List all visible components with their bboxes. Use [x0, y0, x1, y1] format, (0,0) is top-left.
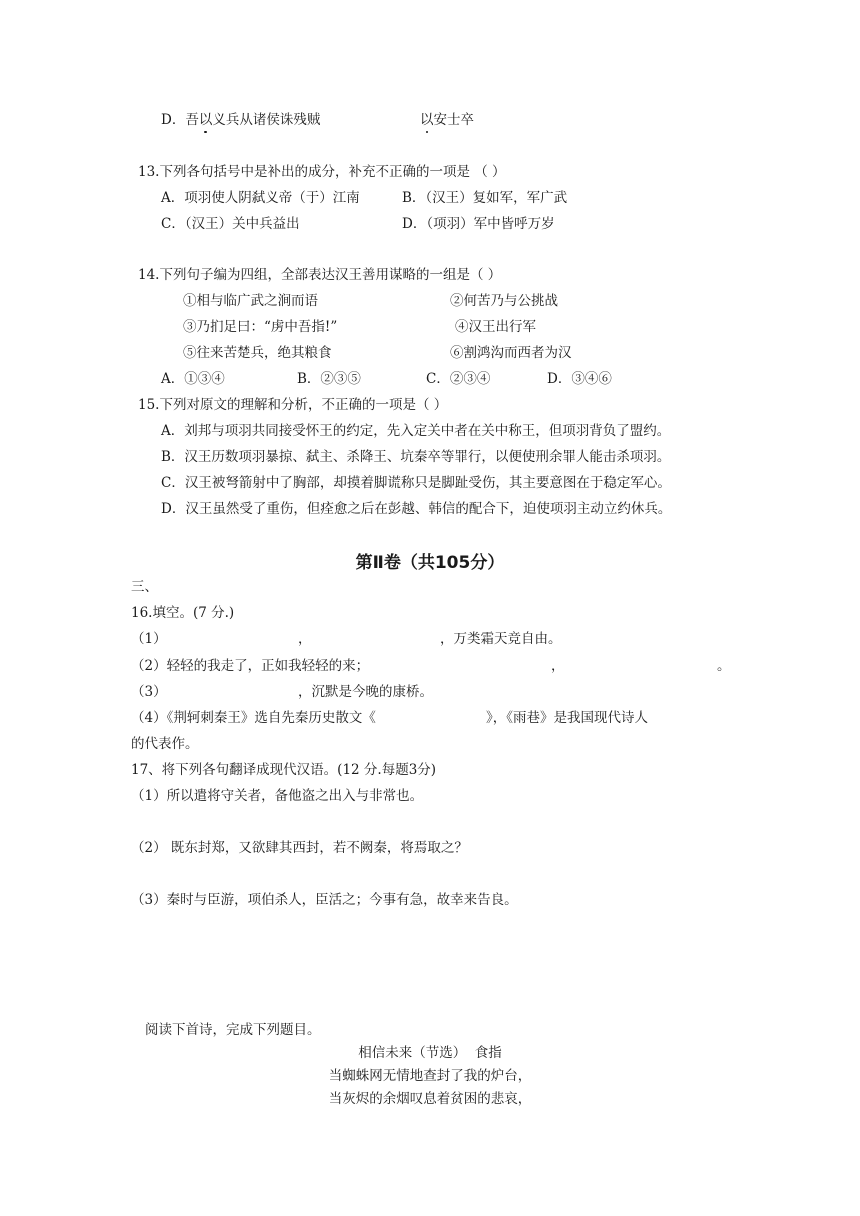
- q15-option-c: C．汉王被弩箭射中了胸部，却摸着脚谎称只是脚趾受伤，其主要意图在于稳定军心。: [161, 475, 671, 491]
- q12-option-d: [161, 110, 320, 130]
- q14-option-b: B．②③⑤: [297, 371, 361, 387]
- section-number: 三、: [131, 579, 158, 595]
- q14-option-d: D．③④⑥: [547, 371, 612, 387]
- q16-line-1-comma: ，: [298, 631, 312, 647]
- q16-line-2-end: 。: [717, 658, 731, 674]
- q12-d-text-c: 安士卒: [433, 112, 474, 128]
- q15-stem: 15.下列对原文的理解和分析，不正确的一项是（ ）: [138, 397, 448, 413]
- q16-line-4-middle: 》，《雨巷》是我国现代诗人: [486, 710, 648, 726]
- q14-option-c: C．②③④: [426, 371, 491, 387]
- q14-sentence-4: ④汉王出行军: [455, 319, 536, 335]
- q17-sentence-2: （2） 既东封郑，又欲肆其西封，若不阙秦，将焉取之？: [131, 840, 468, 856]
- poem-intro: 阅读下首诗，完成下列题目。: [145, 1022, 321, 1038]
- q12-option-d-second: [420, 110, 474, 130]
- q13-option-a: A．项羽使人阴弑义帝（于）江南: [161, 190, 360, 206]
- q13-option-c: C．（汉王）关中兵益出: [161, 216, 300, 232]
- q12-d-text-b: 义兵从诸侯诛残贼: [212, 112, 321, 128]
- q14-sentence-6: ⑥割鸿沟而西者为汉: [450, 345, 572, 361]
- q14-sentence-1: ①相与临广武之涧而语: [183, 293, 318, 309]
- q13-option-d: D．（项羽）军中皆呼万岁: [402, 216, 555, 232]
- poem-line-1: 当蜘蛛网无情地查封了我的炉台，: [328, 1068, 532, 1084]
- q16-line-1-label: （1）: [131, 631, 167, 647]
- q14-option-a: A．①③④: [161, 371, 225, 387]
- q12-d-dotted-char-2: 以: [420, 112, 434, 128]
- poem-line-2: 当灰烬的余烟叹息着贫困的悲哀，: [328, 1091, 532, 1107]
- q17-stem: 17、将下列各句翻译成现代汉语。(12 分.每题3分): [131, 762, 437, 778]
- q16-line-3-label: （3）: [131, 684, 167, 700]
- q12-d-text-a: D．吾: [161, 112, 199, 128]
- q16-line-3-end: ，沉默是今晚的康桥。: [298, 684, 433, 700]
- q12-d-dotted-char-1: 以: [198, 112, 213, 128]
- q17-sentence-3: （3）秦时与臣游，项伯杀人，臣活之；今事有急，故幸来告良。: [131, 892, 518, 908]
- q13-option-b: B．（汉王）复如军，军广武: [402, 190, 568, 206]
- q14-stem: 14.下列句子编为四组，全部表达汉王善用谋略的一组是（ ）: [138, 267, 502, 283]
- q15-option-a: A．刘邦与项羽共同接受怀王的约定，先入定关中者在关中称王，但项羽背负了盟约。: [161, 423, 671, 439]
- q14-sentence-2: ②何苦乃与公挑战: [450, 293, 558, 309]
- q15-option-d: D．汉王虽然受了重伤，但痊愈之后在彭越、韩信的配合下，迫使项羽主动立约休兵。: [161, 501, 672, 517]
- q16-line-4-end: 的代表作。: [131, 736, 199, 752]
- q16-line-1-end: ，万类霜天竞自由。: [440, 631, 562, 647]
- q16-line-2-text: （2）轻轻的我走了，正如我轻轻的来；: [131, 658, 370, 674]
- q16-line-2-comma: ，: [551, 658, 565, 674]
- section-title: 第Ⅱ卷（共105分）: [355, 553, 505, 573]
- q13-stem: 13.下列各句括号中是补出的成分，补充不正确的一项是 （ ）: [138, 164, 506, 180]
- poem-title: 相信未来（节选） 食指: [358, 1045, 502, 1061]
- q16-line-4-text: （4）《荆轲刺秦王》选自先秦历史散文《: [131, 710, 376, 726]
- q17-sentence-1: （1）所以遣将守关者，备他盗之出入与非常也。: [131, 788, 424, 804]
- q16-stem: 16.填空。(7 分.): [131, 605, 235, 621]
- q14-sentence-3: ③乃扪足曰：“虏中吾指!”: [183, 319, 338, 335]
- q14-sentence-5: ⑤往来苦楚兵，绝其粮食: [183, 345, 332, 361]
- q15-option-b: B．汉王历数项羽暴掠、弑主、杀降王、坑秦卒等罪行，以便使刑余罪人能击杀项羽。: [161, 449, 671, 465]
